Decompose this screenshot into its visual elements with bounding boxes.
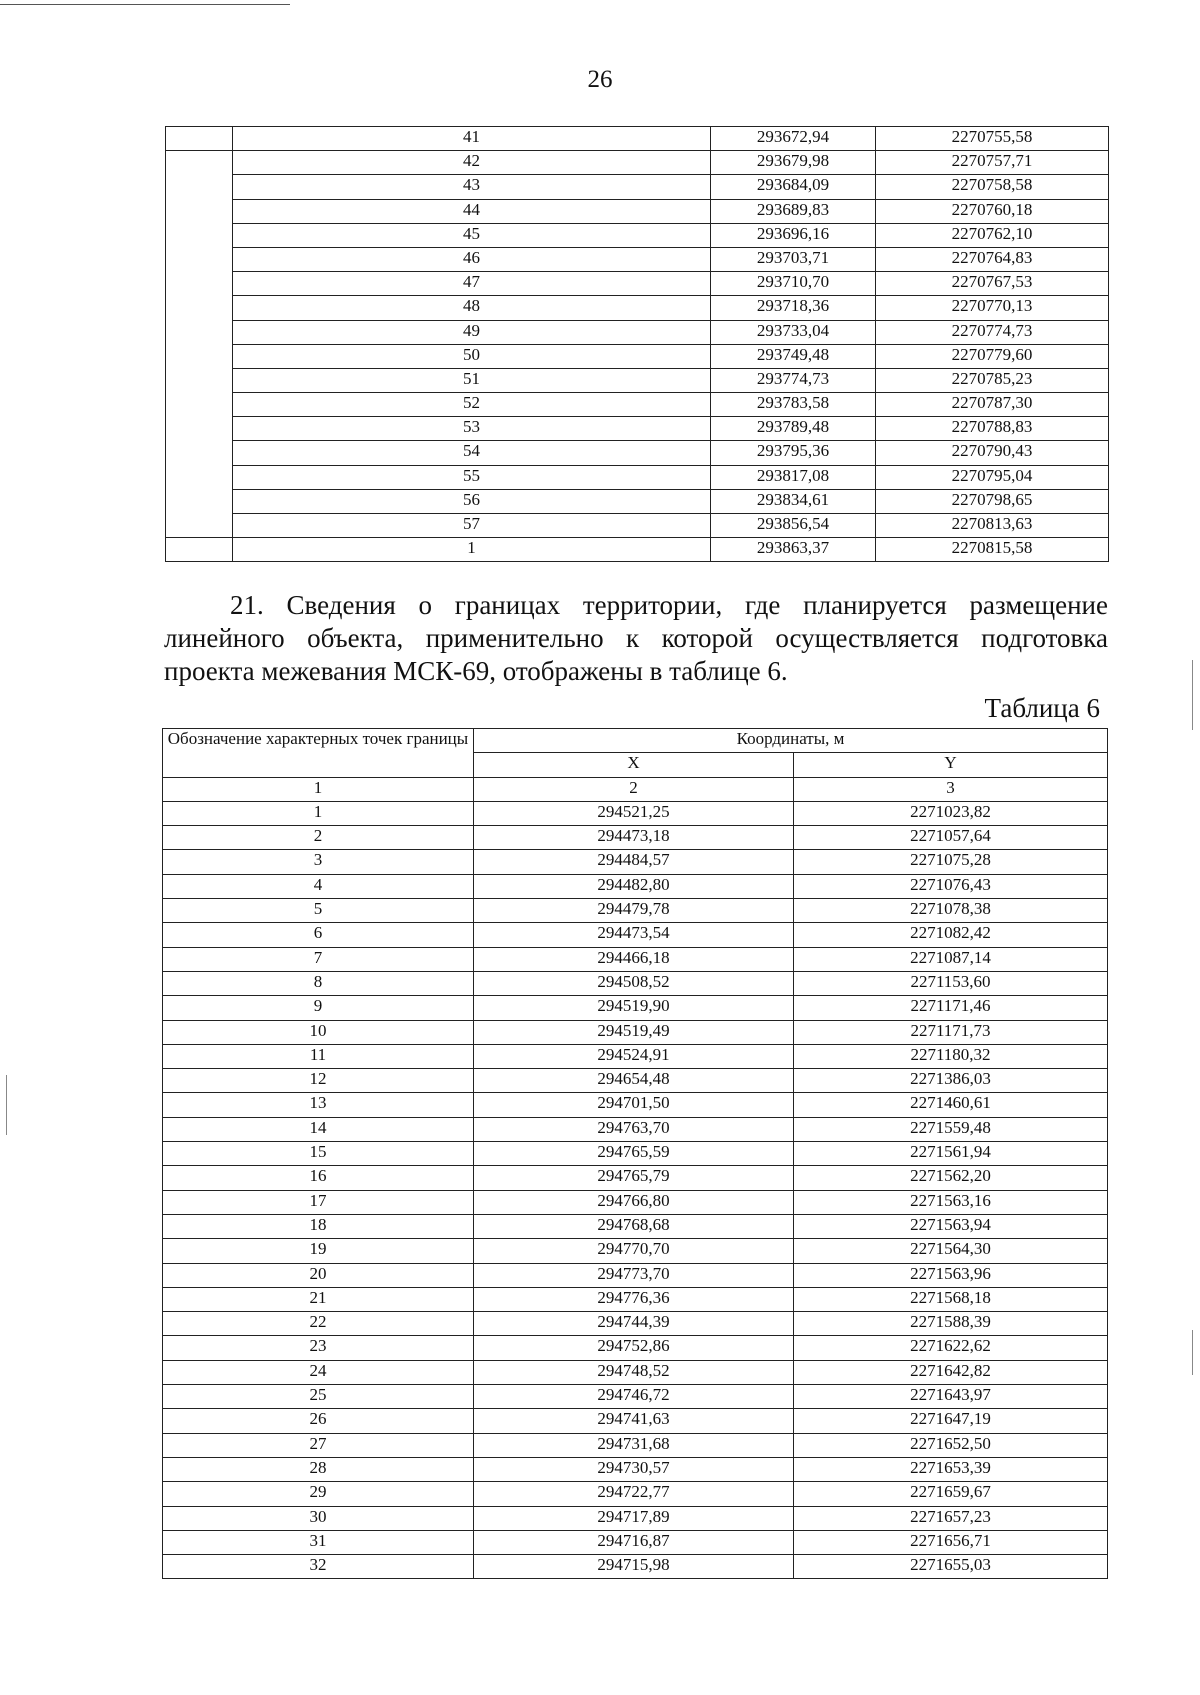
cell-point: 28 bbox=[163, 1457, 474, 1481]
table-row bbox=[163, 1287, 1108, 1311]
table-row bbox=[163, 826, 1108, 850]
cell-y: 2271087,14 bbox=[794, 947, 1108, 971]
cell-y: 2271659,67 bbox=[794, 1482, 1108, 1506]
cell-y: 2271643,97 bbox=[794, 1385, 1108, 1409]
cell-point: 26 bbox=[163, 1409, 474, 1433]
cell-y: 2271153,60 bbox=[794, 971, 1108, 995]
table-row bbox=[166, 368, 1109, 392]
cell-y: 2271568,18 bbox=[794, 1287, 1108, 1311]
table-6-caption: Таблица 6 bbox=[984, 693, 1100, 723]
table-row bbox=[163, 801, 1108, 825]
cell-x: 294519,90 bbox=[474, 996, 794, 1020]
cell-x: 294752,86 bbox=[474, 1336, 794, 1360]
cell-point: 1 bbox=[163, 801, 474, 825]
table-row bbox=[163, 1336, 1108, 1360]
cell-y: 2270788,83 bbox=[876, 417, 1109, 441]
cell-point: 6 bbox=[163, 923, 474, 947]
cell-point: 49 bbox=[233, 320, 711, 344]
blank-cell bbox=[166, 465, 233, 489]
cell-y: 2271653,39 bbox=[794, 1457, 1108, 1481]
cell-x: 294701,50 bbox=[474, 1093, 794, 1117]
page-number: 26 bbox=[587, 66, 613, 93]
cell-x: 294731,68 bbox=[474, 1433, 794, 1457]
cell-x: 293689,83 bbox=[711, 199, 876, 223]
cell-x: 293672,94 bbox=[711, 127, 876, 151]
cell-point: 29 bbox=[163, 1482, 474, 1506]
cell-point: 51 bbox=[233, 368, 711, 392]
cell-x: 293696,16 bbox=[711, 223, 876, 247]
cell-point: 31 bbox=[163, 1530, 474, 1554]
table-row bbox=[166, 247, 1109, 271]
cell-y: 2270770,13 bbox=[876, 296, 1109, 320]
cell-x: 294744,39 bbox=[474, 1312, 794, 1336]
table-row bbox=[166, 441, 1109, 465]
cell-y: 2270790,43 bbox=[876, 441, 1109, 465]
table-row bbox=[163, 947, 1108, 971]
cell-point: 7 bbox=[163, 947, 474, 971]
cell-y: 2270774,73 bbox=[876, 320, 1109, 344]
table-row bbox=[163, 899, 1108, 923]
cell-x: 294746,72 bbox=[474, 1385, 794, 1409]
cell-y: 2271561,94 bbox=[794, 1142, 1108, 1166]
blank-cell bbox=[166, 223, 233, 247]
blank-cell bbox=[166, 272, 233, 296]
cell-y: 2270758,58 bbox=[876, 175, 1109, 199]
cell-y: 2271559,48 bbox=[794, 1117, 1108, 1141]
cell-x: 294482,80 bbox=[474, 874, 794, 898]
cell-point: 22 bbox=[163, 1312, 474, 1336]
cell-x: 294519,49 bbox=[474, 1020, 794, 1044]
cell-point: 12 bbox=[163, 1069, 474, 1093]
blank-cell bbox=[166, 127, 233, 151]
cell-x: 293856,54 bbox=[711, 514, 876, 538]
cell-x: 294717,89 bbox=[474, 1506, 794, 1530]
cell-x: 293684,09 bbox=[711, 175, 876, 199]
cell-point: 44 bbox=[233, 199, 711, 223]
cell-y: 2270785,23 bbox=[876, 368, 1109, 392]
table-row bbox=[163, 1385, 1108, 1409]
cell-y: 2271588,39 bbox=[794, 1312, 1108, 1336]
cell-point: 23 bbox=[163, 1336, 474, 1360]
table-row bbox=[166, 489, 1109, 513]
cell-x: 294741,63 bbox=[474, 1409, 794, 1433]
table-row bbox=[163, 923, 1108, 947]
table-row bbox=[163, 1020, 1108, 1044]
cell-point: 16 bbox=[163, 1166, 474, 1190]
cell-x: 294466,18 bbox=[474, 947, 794, 971]
blank-cell bbox=[166, 247, 233, 271]
table-row bbox=[166, 223, 1109, 247]
cell-y: 2271171,73 bbox=[794, 1020, 1108, 1044]
table-row bbox=[163, 1457, 1108, 1481]
header-x: X bbox=[474, 753, 794, 777]
cell-point: 56 bbox=[233, 489, 711, 513]
cell-point: 24 bbox=[163, 1360, 474, 1384]
cell-y: 2271076,43 bbox=[794, 874, 1108, 898]
table-6 bbox=[162, 728, 1108, 1579]
cell-x: 294508,52 bbox=[474, 971, 794, 995]
cell-x: 294715,98 bbox=[474, 1555, 794, 1579]
section-21-paragraph: 21. Сведения о границах территории, где планируется размещение линейного объекта, применительно к которой осуществляется подготовка проекта межевания МСК-69, отображены в таблице 6. bbox=[164, 590, 1108, 686]
table-row bbox=[163, 1506, 1108, 1530]
cell-y: 2270760,18 bbox=[876, 199, 1109, 223]
table-row bbox=[163, 1263, 1108, 1287]
cell-x: 294473,18 bbox=[474, 826, 794, 850]
cell-point: 13 bbox=[163, 1093, 474, 1117]
cell-x: 293863,37 bbox=[711, 538, 876, 562]
table-row bbox=[166, 417, 1109, 441]
cell-x: 294773,70 bbox=[474, 1263, 794, 1287]
table-row bbox=[163, 1360, 1108, 1384]
cell-point: 3 bbox=[163, 850, 474, 874]
cell-y: 2270762,10 bbox=[876, 223, 1109, 247]
cell-y: 2271180,32 bbox=[794, 1044, 1108, 1068]
blank-cell bbox=[166, 296, 233, 320]
cell-point: 9 bbox=[163, 996, 474, 1020]
table-row bbox=[163, 1312, 1108, 1336]
cell-x: 294473,54 bbox=[474, 923, 794, 947]
table-row bbox=[163, 1166, 1108, 1190]
scan-edge-mark bbox=[1192, 1330, 1193, 1375]
cell-x: 293718,36 bbox=[711, 296, 876, 320]
cell-point: 5 bbox=[163, 899, 474, 923]
cell-x: 294479,78 bbox=[474, 899, 794, 923]
blank-cell bbox=[166, 538, 233, 562]
cell-y: 2271652,50 bbox=[794, 1433, 1108, 1457]
blank-cell bbox=[166, 441, 233, 465]
cell-x: 294765,79 bbox=[474, 1166, 794, 1190]
cell-point: 43 bbox=[233, 175, 711, 199]
cell-y: 2271057,64 bbox=[794, 826, 1108, 850]
cell-y: 2270779,60 bbox=[876, 344, 1109, 368]
cell-point: 52 bbox=[233, 393, 711, 417]
cell-point: 42 bbox=[233, 151, 711, 175]
table-row bbox=[166, 538, 1109, 562]
cell-point: 8 bbox=[163, 971, 474, 995]
cell-point: 17 bbox=[163, 1190, 474, 1214]
cell-y: 2271622,62 bbox=[794, 1336, 1108, 1360]
cell-x: 294748,52 bbox=[474, 1360, 794, 1384]
cell-y: 2271078,38 bbox=[794, 899, 1108, 923]
cell-y: 2271642,82 bbox=[794, 1360, 1108, 1384]
cell-point: 45 bbox=[233, 223, 711, 247]
scan-edge-mark bbox=[6, 1075, 7, 1135]
cell-y: 2271171,46 bbox=[794, 996, 1108, 1020]
cell-x: 293795,36 bbox=[711, 441, 876, 465]
table-row bbox=[166, 320, 1109, 344]
scan-artifact-line bbox=[0, 4, 290, 5]
cell-point: 41 bbox=[233, 127, 711, 151]
cell-x: 294730,57 bbox=[474, 1457, 794, 1481]
cell-point: 55 bbox=[233, 465, 711, 489]
cell-x: 294484,57 bbox=[474, 850, 794, 874]
table-row bbox=[163, 1044, 1108, 1068]
cell-y: 2270757,71 bbox=[876, 151, 1109, 175]
cell-y: 2270755,58 bbox=[876, 127, 1109, 151]
table-row bbox=[163, 1117, 1108, 1141]
table-row bbox=[163, 1069, 1108, 1093]
table-row bbox=[163, 1433, 1108, 1457]
cell-x: 293733,04 bbox=[711, 320, 876, 344]
blank-cell bbox=[166, 489, 233, 513]
cell-x: 293679,98 bbox=[711, 151, 876, 175]
table-row bbox=[163, 1239, 1108, 1263]
cell-point: 25 bbox=[163, 1385, 474, 1409]
cell-point: 47 bbox=[233, 272, 711, 296]
cell-x: 294765,59 bbox=[474, 1142, 794, 1166]
table-row bbox=[163, 1530, 1108, 1554]
table-row bbox=[166, 272, 1109, 296]
cell-y: 2270787,30 bbox=[876, 393, 1109, 417]
cell-point: 11 bbox=[163, 1044, 474, 1068]
cell-y: 2271563,94 bbox=[794, 1214, 1108, 1238]
column-number: 2 bbox=[474, 777, 794, 801]
table-row bbox=[166, 514, 1109, 538]
header-points: Обозначение характерных точек границы bbox=[163, 729, 474, 778]
cell-x: 294776,36 bbox=[474, 1287, 794, 1311]
cell-x: 294763,70 bbox=[474, 1117, 794, 1141]
cell-x: 294524,91 bbox=[474, 1044, 794, 1068]
cell-y: 2271082,42 bbox=[794, 923, 1108, 947]
cell-x: 293749,48 bbox=[711, 344, 876, 368]
cell-point: 18 bbox=[163, 1214, 474, 1238]
blank-cell bbox=[166, 199, 233, 223]
table-row bbox=[166, 175, 1109, 199]
table-row bbox=[163, 1214, 1108, 1238]
cell-y: 2271655,03 bbox=[794, 1555, 1108, 1579]
cell-point: 14 bbox=[163, 1117, 474, 1141]
cell-x: 294766,80 bbox=[474, 1190, 794, 1214]
cell-x: 293774,73 bbox=[711, 368, 876, 392]
table-row bbox=[166, 127, 1109, 151]
cell-y: 2270815,58 bbox=[876, 538, 1109, 562]
blank-cell bbox=[166, 151, 233, 175]
blank-cell bbox=[166, 344, 233, 368]
table-row bbox=[163, 971, 1108, 995]
blank-cell bbox=[166, 175, 233, 199]
column-number: 1 bbox=[163, 777, 474, 801]
coordinates-table-continued bbox=[165, 126, 1109, 562]
table-row bbox=[166, 393, 1109, 417]
cell-point: 4 bbox=[163, 874, 474, 898]
table-row bbox=[163, 874, 1108, 898]
cell-point: 27 bbox=[163, 1433, 474, 1457]
cell-x: 293783,58 bbox=[711, 393, 876, 417]
table-row bbox=[163, 1409, 1108, 1433]
blank-cell bbox=[166, 320, 233, 344]
cell-y: 2270798,65 bbox=[876, 489, 1109, 513]
cell-y: 2271562,20 bbox=[794, 1166, 1108, 1190]
table-row bbox=[163, 1093, 1108, 1117]
cell-point: 30 bbox=[163, 1506, 474, 1530]
cell-point: 1 bbox=[233, 538, 711, 562]
cell-point: 10 bbox=[163, 1020, 474, 1044]
cell-y: 2271563,16 bbox=[794, 1190, 1108, 1214]
cell-y: 2271075,28 bbox=[794, 850, 1108, 874]
cell-point: 20 bbox=[163, 1263, 474, 1287]
table-row bbox=[163, 1142, 1108, 1166]
table-row bbox=[163, 996, 1108, 1020]
cell-x: 293789,48 bbox=[711, 417, 876, 441]
table-row bbox=[163, 1555, 1108, 1579]
cell-y: 2270813,63 bbox=[876, 514, 1109, 538]
cell-y: 2271656,71 bbox=[794, 1530, 1108, 1554]
cell-point: 54 bbox=[233, 441, 711, 465]
blank-cell bbox=[166, 417, 233, 441]
cell-y: 2271647,19 bbox=[794, 1409, 1108, 1433]
cell-point: 19 bbox=[163, 1239, 474, 1263]
cell-point: 2 bbox=[163, 826, 474, 850]
cell-x: 294654,48 bbox=[474, 1069, 794, 1093]
cell-x: 294770,70 bbox=[474, 1239, 794, 1263]
blank-cell bbox=[166, 393, 233, 417]
cell-y: 2270764,83 bbox=[876, 247, 1109, 271]
cell-point: 50 bbox=[233, 344, 711, 368]
scan-edge-mark bbox=[1192, 660, 1193, 730]
cell-point: 15 bbox=[163, 1142, 474, 1166]
header-coordinates: Координаты, м bbox=[474, 729, 1108, 753]
table-row bbox=[166, 344, 1109, 368]
cell-y: 2270767,53 bbox=[876, 272, 1109, 296]
cell-x: 293834,61 bbox=[711, 489, 876, 513]
cell-x: 294768,68 bbox=[474, 1214, 794, 1238]
cell-y: 2271564,30 bbox=[794, 1239, 1108, 1263]
table-row bbox=[166, 465, 1109, 489]
header-y: Y bbox=[794, 753, 1108, 777]
cell-point: 53 bbox=[233, 417, 711, 441]
table-row bbox=[163, 850, 1108, 874]
cell-point: 21 bbox=[163, 1287, 474, 1311]
cell-x: 293703,71 bbox=[711, 247, 876, 271]
table-row bbox=[163, 1190, 1108, 1214]
cell-x: 293817,08 bbox=[711, 465, 876, 489]
table-row bbox=[163, 1482, 1108, 1506]
blank-cell bbox=[166, 514, 233, 538]
cell-y: 2271386,03 bbox=[794, 1069, 1108, 1093]
table-row bbox=[166, 151, 1109, 175]
cell-point: 48 bbox=[233, 296, 711, 320]
cell-x: 293710,70 bbox=[711, 272, 876, 296]
cell-y: 2271563,96 bbox=[794, 1263, 1108, 1287]
cell-x: 294722,77 bbox=[474, 1482, 794, 1506]
cell-point: 57 bbox=[233, 514, 711, 538]
table-row bbox=[166, 199, 1109, 223]
cell-y: 2271460,61 bbox=[794, 1093, 1108, 1117]
cell-x: 294521,25 bbox=[474, 801, 794, 825]
blank-cell bbox=[166, 368, 233, 392]
cell-y: 2271657,23 bbox=[794, 1506, 1108, 1530]
cell-point: 46 bbox=[233, 247, 711, 271]
table-row bbox=[166, 296, 1109, 320]
column-number: 3 bbox=[794, 777, 1108, 801]
cell-x: 294716,87 bbox=[474, 1530, 794, 1554]
cell-point: 32 bbox=[163, 1555, 474, 1579]
cell-y: 2270795,04 bbox=[876, 465, 1109, 489]
cell-y: 2271023,82 bbox=[794, 801, 1108, 825]
